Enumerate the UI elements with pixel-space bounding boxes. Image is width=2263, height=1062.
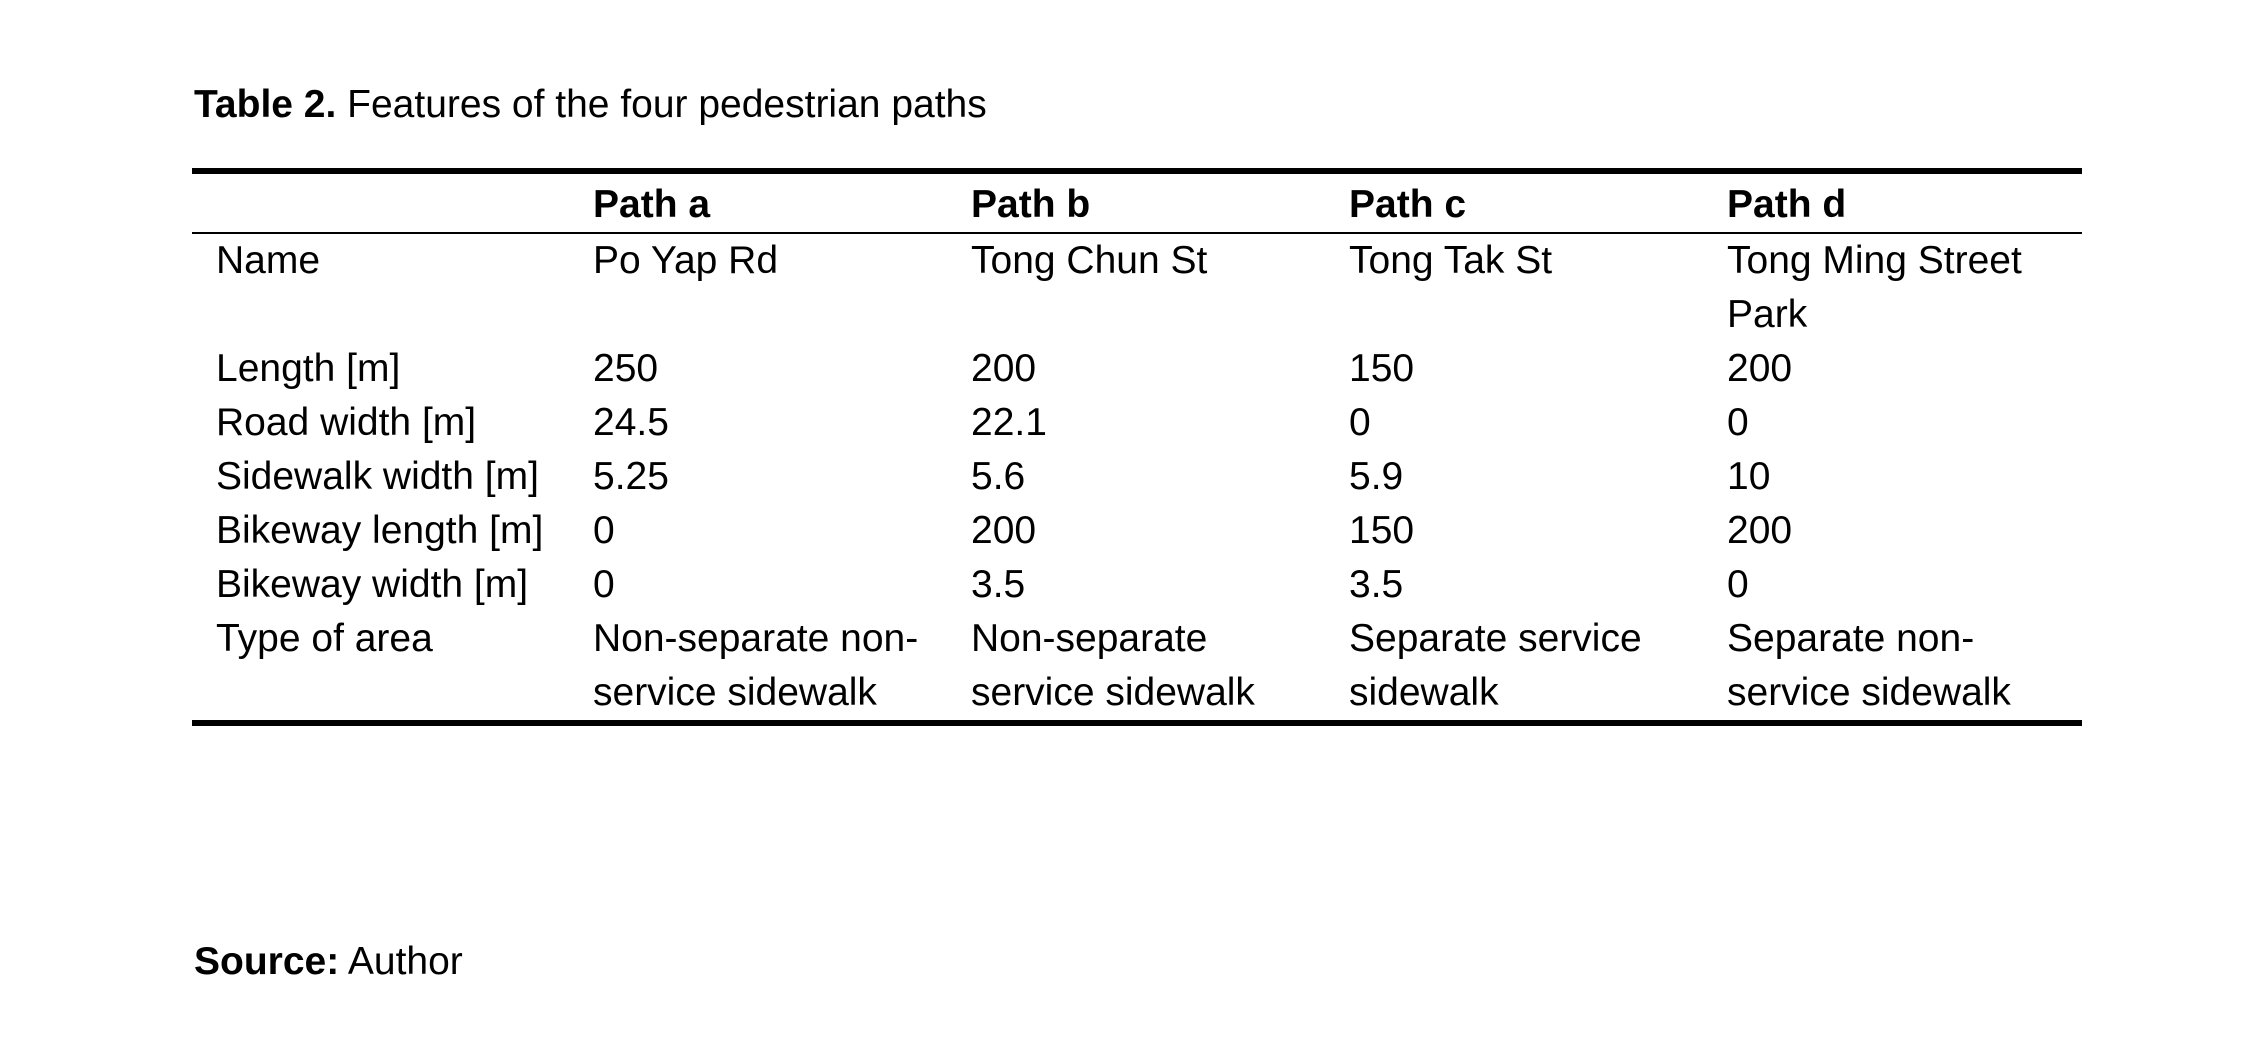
table-cell: Po Yap Rd (593, 239, 779, 282)
table-row (192, 342, 2082, 396)
table-cell: 150 (1349, 509, 1415, 552)
header-cell-path-b: Path b (971, 183, 1091, 226)
table-row (192, 612, 2082, 723)
row-label: Sidewalk width [m] (216, 455, 539, 498)
table-row (192, 396, 2082, 450)
table-cell: Non-separate service sidewalk (971, 617, 1255, 714)
source-label: Source: (194, 940, 340, 983)
header-cell-path-d: Path d (1727, 183, 1847, 226)
table-row (192, 233, 2082, 342)
table-cell: 250 (593, 347, 659, 390)
table-cell: 5.6 (971, 455, 1026, 498)
features-table (192, 168, 2082, 726)
table-cell: 22.1 (971, 401, 1047, 444)
table-cell: 24.5 (593, 401, 669, 444)
header-cell-path-c: Path c (1349, 183, 1467, 226)
row-label: Road width [m] (216, 401, 477, 444)
table-cell: 0 (593, 563, 615, 606)
table-cell: 5.9 (1349, 455, 1404, 498)
table-cell: 200 (1727, 509, 1793, 552)
table-cell: Tong Tak St (1349, 239, 1553, 282)
table-cell: Tong Ming Street Park (1727, 239, 2022, 336)
table-cell: 10 (1727, 455, 1771, 498)
table-cell: 3.5 (971, 563, 1026, 606)
row-label: Length [m] (216, 347, 401, 390)
source-text: Author (339, 940, 463, 983)
caption-text: Features of the four pedestrian paths (336, 83, 987, 126)
table-row (192, 558, 2082, 612)
row-label: Type of area (216, 617, 433, 660)
table-row (192, 504, 2082, 558)
table-cell: Non-separate non-service sidewalk (593, 617, 919, 714)
table-cell: 3.5 (1349, 563, 1404, 606)
table-caption (194, 78, 987, 132)
table-container (192, 168, 2082, 726)
table-cell: 200 (1727, 347, 1793, 390)
row-label: Name (216, 239, 321, 282)
table-cell: 0 (1727, 563, 1749, 606)
table-cell: Tong Chun St (971, 239, 1208, 282)
caption-label: Table 2. (194, 83, 337, 126)
row-label: Bikeway length [m] (216, 509, 544, 552)
table-cell: 0 (1349, 401, 1371, 444)
table-cell: Separate service sidewalk (1349, 617, 1642, 714)
table-cell: 0 (1727, 401, 1749, 444)
row-label: Bikeway width [m] (216, 563, 529, 606)
table-cell: 200 (971, 509, 1037, 552)
table-source-note (194, 935, 463, 989)
table-cell: 150 (1349, 347, 1415, 390)
header-cell-empty (192, 171, 569, 233)
table-row (192, 450, 2082, 504)
table-header-row (192, 171, 2082, 233)
table-cell: 0 (593, 509, 615, 552)
table-cell: 200 (971, 347, 1037, 390)
header-cell-path-a: Path a (593, 183, 711, 226)
table-cell: 5.25 (593, 455, 669, 498)
table-cell: Separate non-service sidewalk (1727, 617, 2011, 714)
